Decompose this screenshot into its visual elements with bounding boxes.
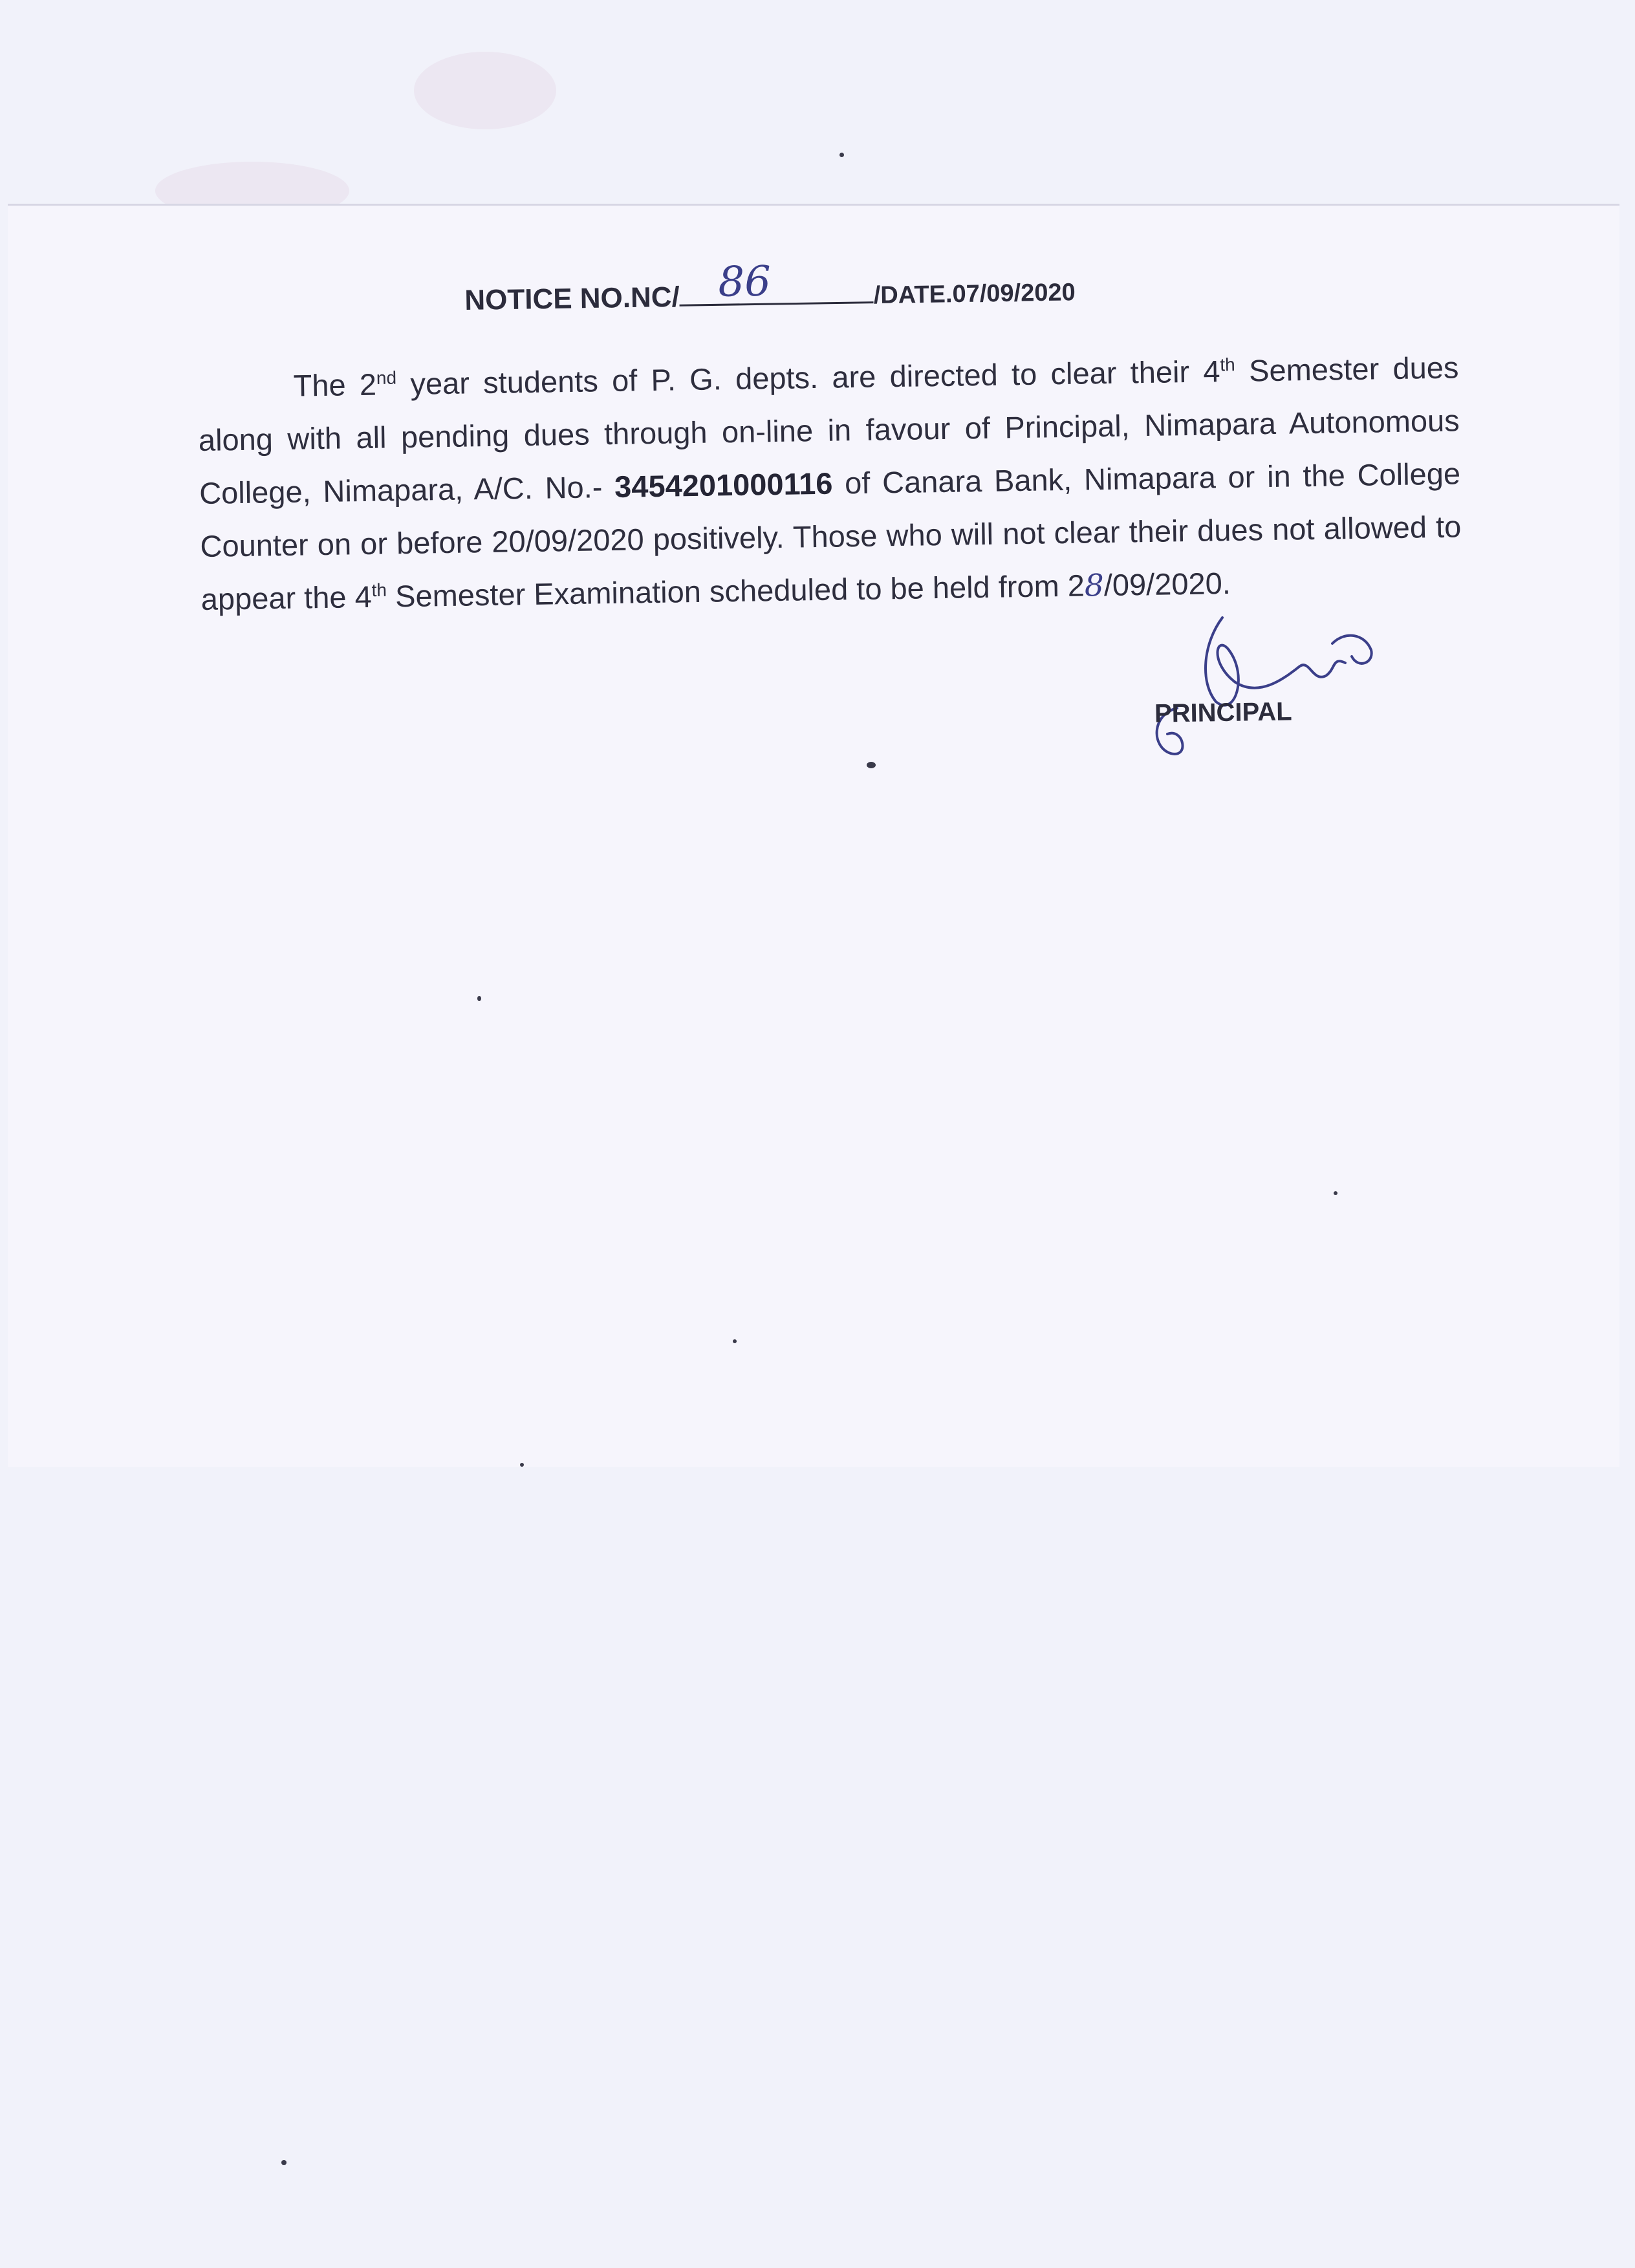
body-text-segment: /09/2020. xyxy=(1103,565,1231,603)
body-text-segment: Semester Examination scheduled to be held from 2 xyxy=(386,568,1085,614)
speck xyxy=(1334,1191,1337,1195)
body-text-segment: of Canara Bank, Nimapara or in the College Counter on or before 20/09/2020 positively. Those who will not clear their dues not allowed to appear the 4 xyxy=(200,456,1462,616)
handwritten-correction: 8 xyxy=(1084,568,1105,604)
speck xyxy=(520,1463,524,1467)
signatory-title: PRINCIPAL xyxy=(1154,697,1292,728)
notice-date: /DATE.07/09/2020 xyxy=(873,279,1076,310)
notice-number-blank xyxy=(679,257,874,307)
superscript-th: th xyxy=(1220,354,1235,375)
body-text-segment: Semester dues along with all pending dues through on-line in favour of Principal, Nimapara Autonomous College, Nimapara, A/C. No.- xyxy=(198,350,1460,510)
superscript-th: th xyxy=(371,579,387,601)
notice-body xyxy=(197,341,1462,627)
account-number: 3454201000116 xyxy=(614,466,833,504)
superscript-nd: nd xyxy=(376,367,397,388)
speck xyxy=(839,153,844,157)
speck xyxy=(733,1339,737,1343)
body-text-segment: year students of P. G. depts. are directed to clear their 4 xyxy=(396,354,1220,402)
speck xyxy=(477,996,481,1001)
notice-paragraph xyxy=(197,341,1462,627)
smudge-top xyxy=(414,52,556,129)
signature xyxy=(1138,605,1384,773)
notice-title: NOTICE NO.NC/ xyxy=(464,281,680,316)
speck xyxy=(867,762,876,768)
notice-number-handwritten: 86 xyxy=(717,257,772,307)
body-text-segment: The 2 xyxy=(293,367,377,403)
speck xyxy=(281,2160,287,2165)
